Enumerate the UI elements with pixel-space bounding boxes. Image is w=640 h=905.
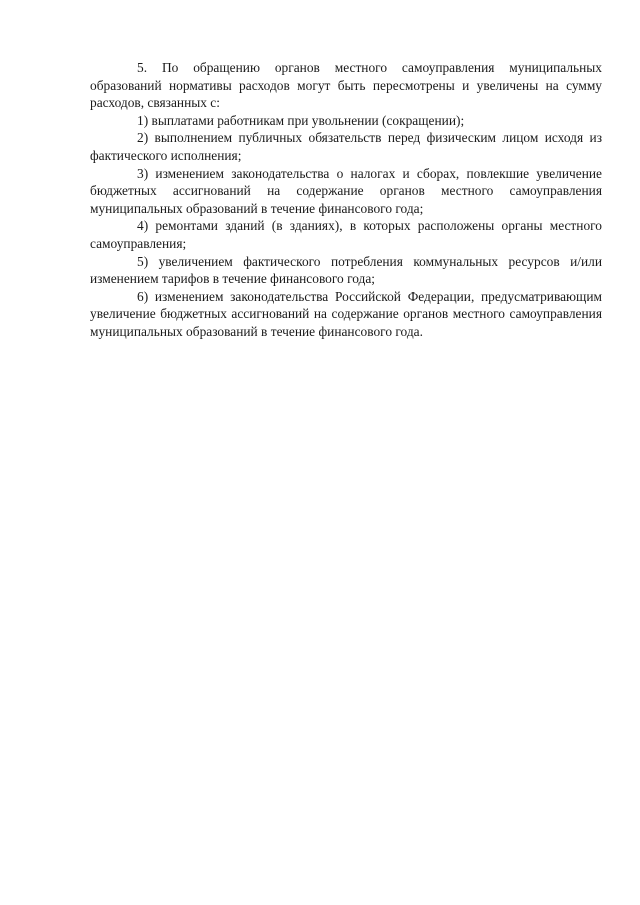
list-item-3: 3) изменением законодательства о налогах и сборах, повлекшие увеличение бюджетных ассигнований на содержание органов местного самоуправления муниципальных образований в течение финансового года; <box>90 165 602 216</box>
list-item-5: 5) увеличением фактического потребления коммунальных ресурсов и/или изменением тарифов в течение финансового года; <box>90 253 602 287</box>
list-item-2: 2) выполнением публичных обязательств перед физическим лицом исходя из фактического исполнения; <box>90 130 602 163</box>
list-item-6: 6) изменением законодательства Российской Федерации, предусматривающим увеличение бюджетных ассигнований на содержание органов местного самоуправления муниципальных образований в течение финансового года. <box>90 288 602 339</box>
list-item-4: 4) ремонтами зданий (в зданиях), в которых расположены органы местного самоуправления; <box>90 218 602 251</box>
list-item-1: 1) выплатами работникам при увольнении (сокращении); <box>137 112 465 128</box>
paragraph-intro: 5. По обращению органов местного самоуправления муниципальных образований нормативы расходов могут быть пересмотрены и увеличены на сумму расходов, связанных с: <box>90 60 602 111</box>
document-body <box>90 59 602 341</box>
